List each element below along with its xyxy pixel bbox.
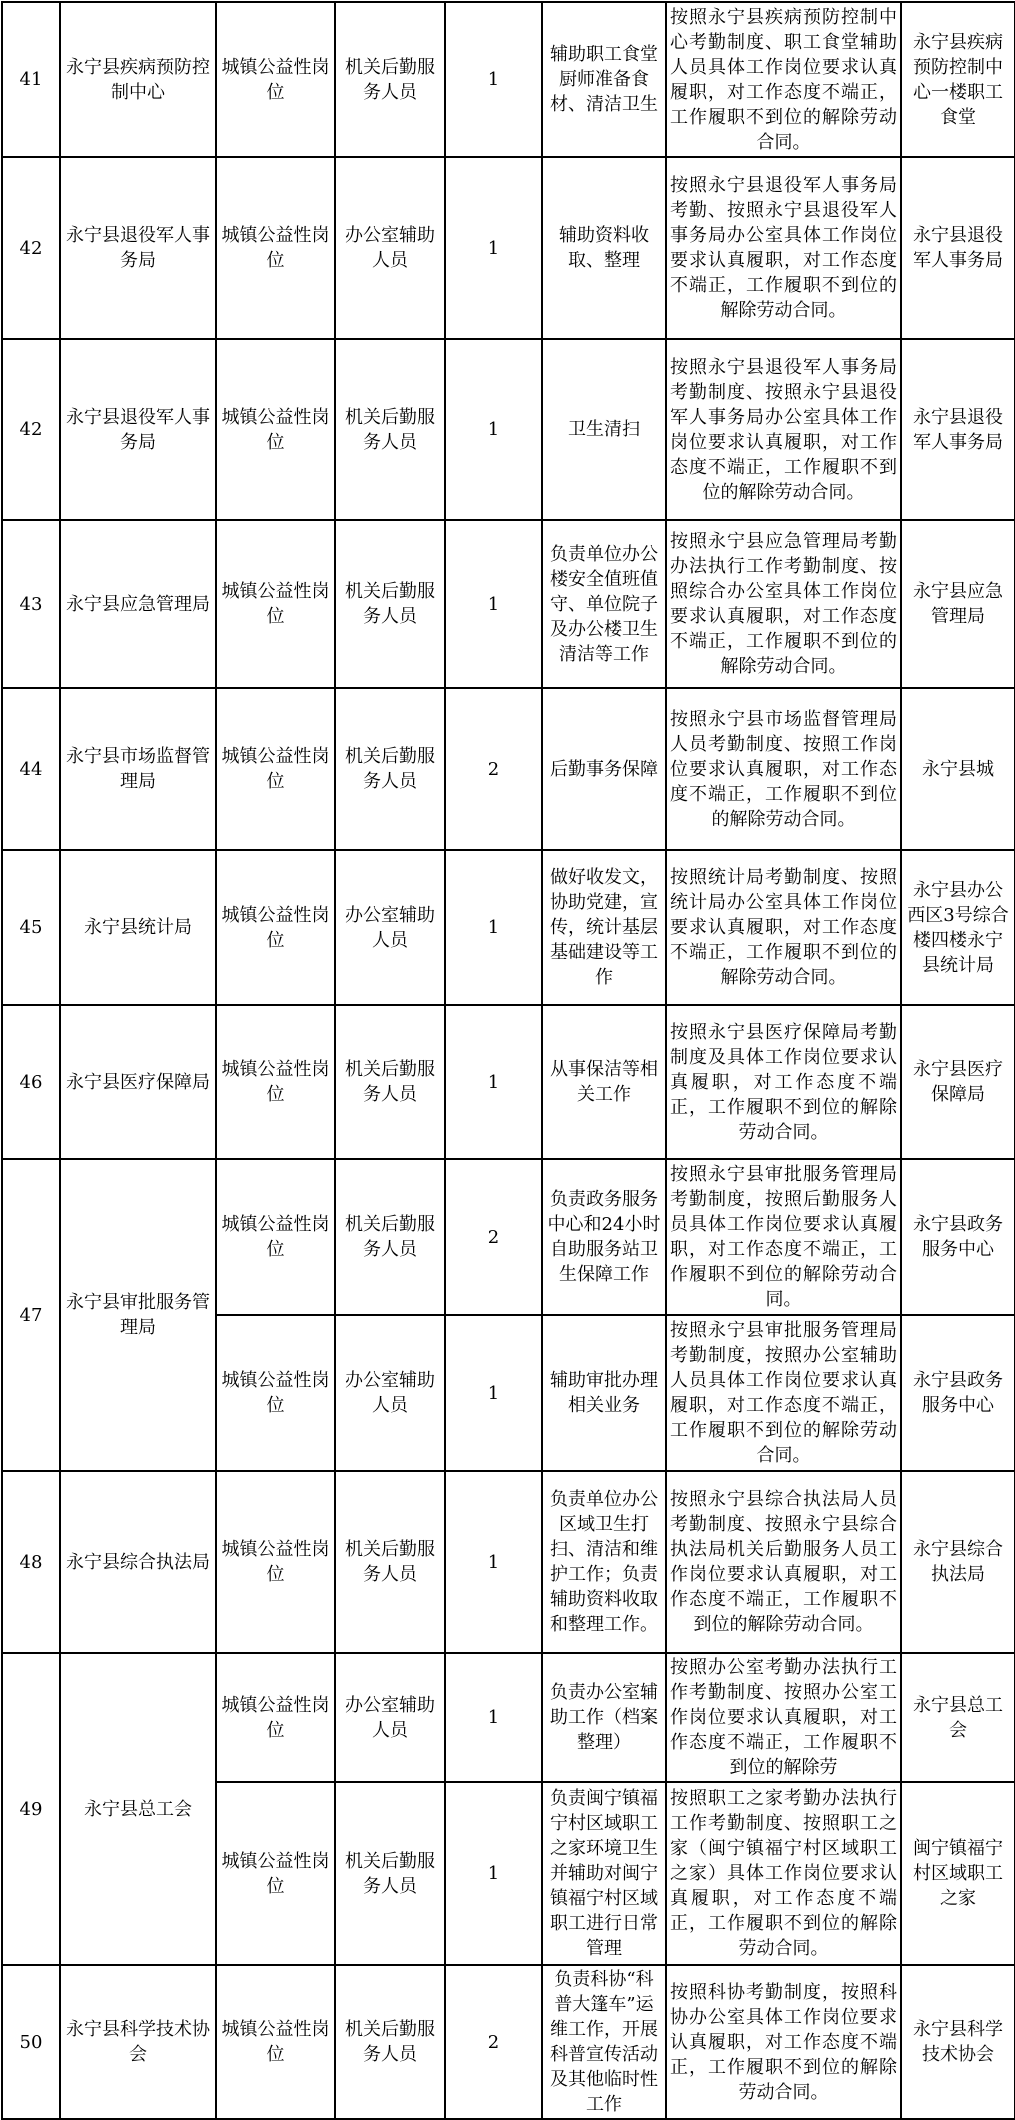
work-place: 永宁县科学技术协会 bbox=[901, 1965, 1015, 2119]
job-table bbox=[1, 1, 1015, 2120]
position-type: 城镇公益性岗位 bbox=[216, 688, 335, 850]
unit-name: 永宁县退役军人事务局 bbox=[60, 339, 216, 520]
job-requirement: 按照职工之家考勤办法执行工作考勤制度、按照职工之家（闽宁镇福宁村区域职工之家）具体工作岗位要求认真履职，对工作态度不端正，工作履职不到位的解除劳动合同。 bbox=[666, 1782, 901, 1965]
job-requirement: 按照永宁县审批服务管理局考勤制度，按照办公室辅助人员具体工作岗位要求认真履职，对工作态度不端正，工作履职不到位的解除劳动合同。 bbox=[666, 1315, 901, 1471]
job-description: 辅助职工食堂厨师准备食材、清洁卫生 bbox=[542, 2, 666, 157]
table-row bbox=[2, 520, 1015, 688]
row-number: 45 bbox=[2, 850, 60, 1005]
job-requirement: 按照永宁县综合执法局人员考勤制度、按照永宁县综合执法局机关后勤服务人员工作岗位要求认真履职，对工作态度不端正，工作履职不到位的解除劳动合同。 bbox=[666, 1471, 901, 1653]
work-place: 永宁县医疗保障局 bbox=[901, 1005, 1015, 1159]
row-number: 42 bbox=[2, 157, 60, 339]
row-number: 50 bbox=[2, 1965, 60, 2119]
work-place: 永宁县应急管理局 bbox=[901, 520, 1015, 688]
position-type: 城镇公益性岗位 bbox=[216, 1159, 335, 1315]
job-requirement: 按照永宁县退役军人事务局考勤制度、按照永宁县退役军人事务局办公室具体工作岗位要求认真履职，对工作态度不端正，工作履职不到位的解除劳动合同。 bbox=[666, 339, 901, 520]
work-place: 永宁县退役军人事务局 bbox=[901, 339, 1015, 520]
headcount: 2 bbox=[445, 1159, 542, 1315]
work-place: 永宁县办公西区3号综合楼四楼永宁县统计局 bbox=[901, 850, 1015, 1005]
table-row bbox=[2, 1471, 1015, 1653]
post-name: 机关后勤服务人员 bbox=[335, 1782, 445, 1965]
headcount: 2 bbox=[445, 1965, 542, 2119]
job-description: 负责单位办公区域卫生打扫、清洁和维护工作；负责辅助资料收取和整理工作。 bbox=[542, 1471, 666, 1653]
post-name: 办公室辅助人员 bbox=[335, 850, 445, 1005]
job-requirement: 按照统计局考勤制度、按照统计局办公室具体工作岗位要求认真履职，对工作态度不端正，工作履职不到位的解除劳动合同。 bbox=[666, 850, 901, 1005]
unit-name: 永宁县审批服务管理局 bbox=[60, 1159, 216, 1471]
position-type: 城镇公益性岗位 bbox=[216, 850, 335, 1005]
row-number: 42 bbox=[2, 339, 60, 520]
headcount: 1 bbox=[445, 520, 542, 688]
post-name: 机关后勤服务人员 bbox=[335, 339, 445, 520]
table-row bbox=[2, 688, 1015, 850]
post-name: 办公室辅助人员 bbox=[335, 157, 445, 339]
post-name: 机关后勤服务人员 bbox=[335, 688, 445, 850]
headcount: 1 bbox=[445, 1782, 542, 1965]
job-description: 负责政务服务中心和24小时自助服务站卫生保障工作 bbox=[542, 1159, 666, 1315]
headcount: 1 bbox=[445, 1315, 542, 1471]
position-type: 城镇公益性岗位 bbox=[216, 1965, 335, 2119]
post-name: 办公室辅助人员 bbox=[335, 1315, 445, 1471]
position-type: 城镇公益性岗位 bbox=[216, 1315, 335, 1471]
job-requirement: 按照永宁县审批服务管理局考勤制度，按照后勤服务人员具体工作岗位要求认真履职，对工作态度不端正，工作履职不到位的解除劳动合同。 bbox=[666, 1159, 901, 1315]
unit-name: 永宁县退役军人事务局 bbox=[60, 157, 216, 339]
headcount: 1 bbox=[445, 1005, 542, 1159]
work-place: 永宁县总工会 bbox=[901, 1653, 1015, 1782]
position-type: 城镇公益性岗位 bbox=[216, 1782, 335, 1965]
job-description: 负责科协“科普大篷车”运维工作，开展科普宣传活动及其他临时性工作 bbox=[542, 1965, 666, 2119]
job-description: 负责单位办公楼安全值班值守、单位院子及办公楼卫生清洁等工作 bbox=[542, 520, 666, 688]
unit-name: 永宁县综合执法局 bbox=[60, 1471, 216, 1653]
table-row bbox=[2, 850, 1015, 1005]
job-description: 从事保洁等相关工作 bbox=[542, 1005, 666, 1159]
work-place: 永宁县政务服务中心 bbox=[901, 1315, 1015, 1471]
position-type: 城镇公益性岗位 bbox=[216, 1653, 335, 1782]
post-name: 办公室辅助人员 bbox=[335, 1653, 445, 1782]
row-number: 48 bbox=[2, 1471, 60, 1653]
position-type: 城镇公益性岗位 bbox=[216, 339, 335, 520]
job-requirement: 按照永宁县退役军人事务局考勤、按照永宁县退役军人事务局办公室具体工作岗位要求认真履职，对工作态度不端正，工作履职不到位的解除劳动合同。 bbox=[666, 157, 901, 339]
unit-name: 永宁县应急管理局 bbox=[60, 520, 216, 688]
job-description: 辅助审批办理相关业务 bbox=[542, 1315, 666, 1471]
position-type: 城镇公益性岗位 bbox=[216, 2, 335, 157]
job-description: 卫生清扫 bbox=[542, 339, 666, 520]
table-row bbox=[2, 1005, 1015, 1159]
job-requirement: 按照永宁县疾病预防控制中心考勤制度、职工食堂辅助人员具体工作岗位要求认真履职，对工作态度不端正，工作履职不到位的解除劳动合同。 bbox=[666, 2, 901, 157]
unit-name: 永宁县科学技术协会 bbox=[60, 1965, 216, 2119]
table-row bbox=[2, 1965, 1015, 2119]
job-description: 负责办公室辅助工作（档案整理） bbox=[542, 1653, 666, 1782]
headcount: 1 bbox=[445, 2, 542, 157]
headcount: 1 bbox=[445, 1653, 542, 1782]
job-description: 后勤事务保障 bbox=[542, 688, 666, 850]
work-place: 永宁县城 bbox=[901, 688, 1015, 850]
table-row bbox=[2, 1653, 1015, 1782]
post-name: 机关后勤服务人员 bbox=[335, 520, 445, 688]
work-place: 永宁县退役军人事务局 bbox=[901, 157, 1015, 339]
row-number: 41 bbox=[2, 2, 60, 157]
position-type: 城镇公益性岗位 bbox=[216, 520, 335, 688]
job-requirement: 按照永宁县应急管理局考勤办法执行工作考勤制度、按照综合办公室具体工作岗位要求认真履职，对工作态度不端正，工作履职不到位的解除劳动合同。 bbox=[666, 520, 901, 688]
work-place: 永宁县政务服务中心 bbox=[901, 1159, 1015, 1315]
position-type: 城镇公益性岗位 bbox=[216, 157, 335, 339]
work-place: 永宁县综合执法局 bbox=[901, 1471, 1015, 1653]
position-type: 城镇公益性岗位 bbox=[216, 1005, 335, 1159]
table-row bbox=[2, 1159, 1015, 1315]
unit-name: 永宁县医疗保障局 bbox=[60, 1005, 216, 1159]
headcount: 1 bbox=[445, 850, 542, 1005]
unit-name: 永宁县统计局 bbox=[60, 850, 216, 1005]
row-number: 46 bbox=[2, 1005, 60, 1159]
headcount: 1 bbox=[445, 157, 542, 339]
row-number: 49 bbox=[2, 1653, 60, 1965]
table-row bbox=[2, 339, 1015, 520]
post-name: 机关后勤服务人员 bbox=[335, 1005, 445, 1159]
post-name: 机关后勤服务人员 bbox=[335, 1965, 445, 2119]
unit-name: 永宁县市场监督管理局 bbox=[60, 688, 216, 850]
job-description: 负责闽宁镇福宁村区域职工之家环境卫生并辅助对闽宁镇福宁村区域职工进行日常管理 bbox=[542, 1782, 666, 1965]
unit-name: 永宁县疾病预防控制中心 bbox=[60, 2, 216, 157]
job-requirement: 按照永宁县医疗保障局考勤制度及具体工作岗位要求认真履职，对工作态度不端正，工作履职不到位的解除劳动合同。 bbox=[666, 1005, 901, 1159]
headcount: 1 bbox=[445, 1471, 542, 1653]
row-number: 44 bbox=[2, 688, 60, 850]
headcount: 1 bbox=[445, 339, 542, 520]
row-number: 43 bbox=[2, 520, 60, 688]
unit-name: 永宁县总工会 bbox=[60, 1653, 216, 1965]
job-requirement: 按照办公室考勤办法执行工作考勤制度、按照办公室工作岗位要求认真履职，对工作态度不端正，工作履职不到位的解除劳 bbox=[666, 1653, 901, 1782]
job-requirement: 按照永宁县市场监督管理局人员考勤制度、按照工作岗位要求认真履职，对工作态度不端正，工作履职不到位的解除劳动合同。 bbox=[666, 688, 901, 850]
job-description: 辅助资料收取、整理 bbox=[542, 157, 666, 339]
work-place: 永宁县疾病预防控制中心一楼职工食堂 bbox=[901, 2, 1015, 157]
post-name: 机关后勤服务人员 bbox=[335, 1471, 445, 1653]
job-description: 做好收发文，协助党建，宣传，统计基层基础建设等工作 bbox=[542, 850, 666, 1005]
position-type: 城镇公益性岗位 bbox=[216, 1471, 335, 1653]
work-place: 闽宁镇福宁村区域职工之家 bbox=[901, 1782, 1015, 1965]
table-row bbox=[2, 2, 1015, 157]
headcount: 2 bbox=[445, 688, 542, 850]
row-number: 47 bbox=[2, 1159, 60, 1471]
post-name: 机关后勤服务人员 bbox=[335, 1159, 445, 1315]
job-requirement: 按照科协考勤制度，按照科协办公室具体工作岗位要求认真履职，对工作态度不端正，工作履职不到位的解除劳动合同。 bbox=[666, 1965, 901, 2119]
table-row bbox=[2, 157, 1015, 339]
post-name: 机关后勤服务人员 bbox=[335, 2, 445, 157]
